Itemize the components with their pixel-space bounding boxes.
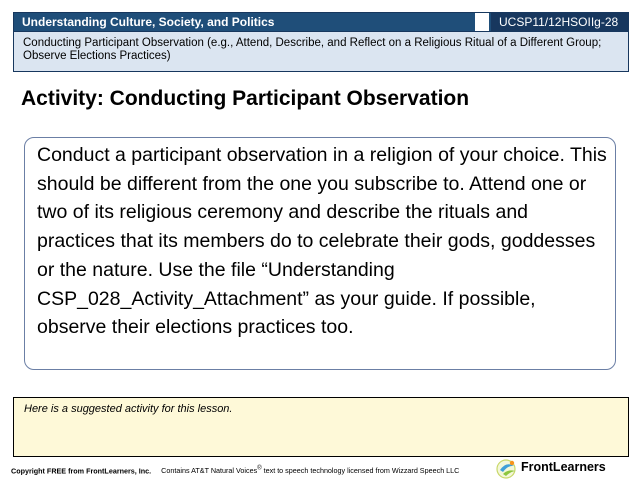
footer-credits [11,466,459,475]
competency-code: UCSP11/12HSOIIg-28 [491,13,628,31]
slide-title: Activity: Conducting Participant Observation [21,87,470,110]
logo-wordmark: FrontLearners [521,460,606,474]
lesson-subtitle: Conducting Participant Observation (e.g., Attend, Describe, and Reflect on a Religious Ritual of a Different Group; Observe Elections Practices) [13,32,629,72]
copyright-text: Copyright FREE from FrontLearners, Inc. [11,466,152,476]
activity-instructions-box [24,137,616,370]
frontlearners-logo [494,457,634,479]
voices-suffix: text to speech technology licensed from Wizzard Speech LLC [261,466,460,476]
header-divider [475,13,489,31]
speaker-notes-text: Here is a suggested activity for this lesson. [24,403,233,415]
course-title: Understanding Culture, Society, and Politics [22,15,275,29]
voices-prefix: Contains AT&T Natural Voices [161,466,258,476]
header-bar [13,12,629,32]
voices-credit [161,466,459,475]
registered-mark: ® [257,466,262,472]
speaker-notes-panel[interactable] [13,397,629,457]
frontlearners-logo-icon [494,457,520,479]
activity-instructions-text: Conduct a participant observation in a religion of your choice. This should be different from the one you subscribe to. Attend one or two of its religious ceremony and describe the rituals and practices that its members do to celebrate their gods, goddesses or the nature. Use the file “Understanding CSP_028_Activity_Attachment” as your guide. If possible, observe their elections practices too. [37,144,607,339]
